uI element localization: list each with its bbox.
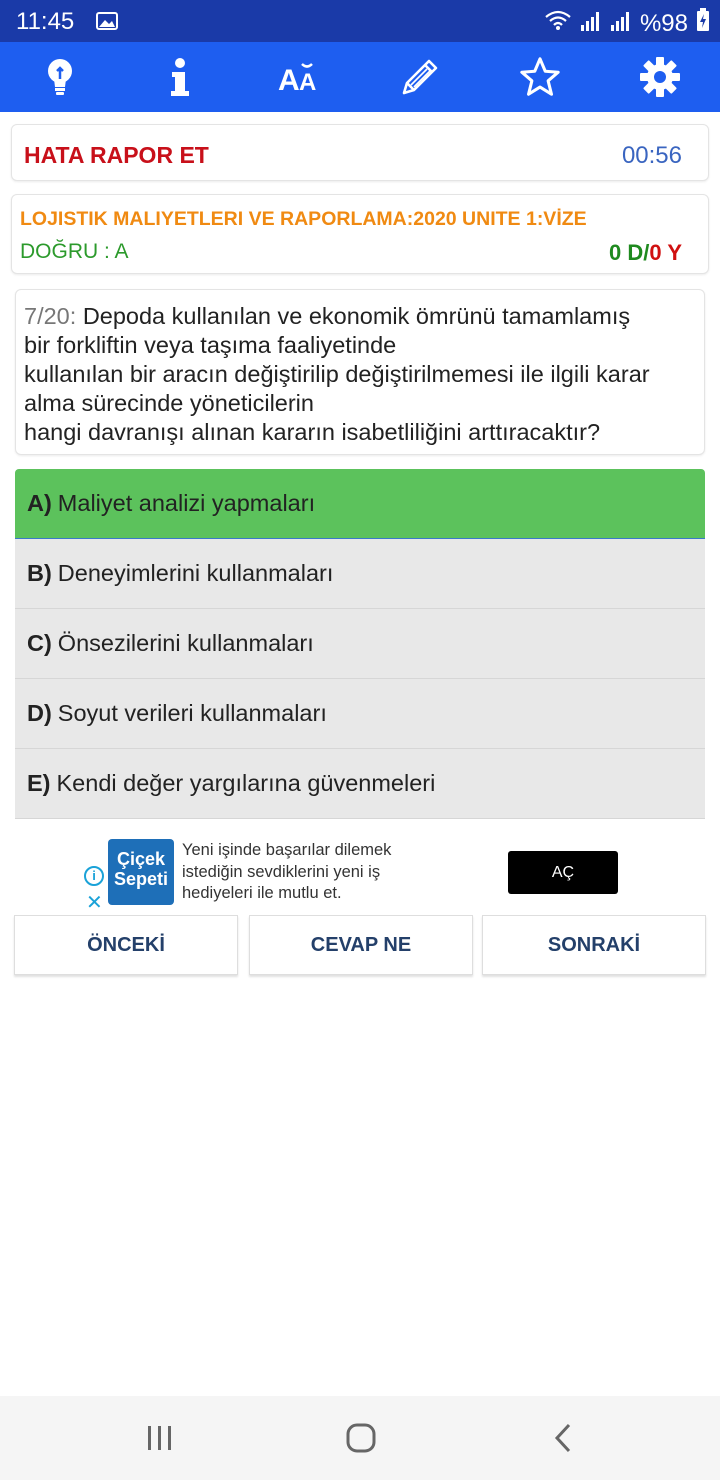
option-e[interactable] bbox=[15, 749, 705, 819]
option-text: Kendi değer yargılarına güvenmeleri bbox=[56, 770, 436, 796]
recent-apps-icon[interactable] bbox=[140, 1418, 180, 1458]
options-list bbox=[15, 469, 705, 819]
ad-info-icon[interactable]: i bbox=[84, 866, 104, 886]
system-nav-bar bbox=[0, 1396, 720, 1480]
score-wrong: 0 Y bbox=[649, 240, 682, 265]
option-a[interactable] bbox=[15, 469, 705, 539]
ad-open-button[interactable]: AÇ bbox=[508, 851, 618, 894]
wifi-icon bbox=[544, 9, 572, 38]
gear-icon[interactable] bbox=[638, 55, 682, 99]
question-nav bbox=[0, 915, 720, 977]
report-card bbox=[11, 124, 709, 181]
course-title: LOJISTIK MALIYETLERI VE RAPORLAMA:2020 UNITE 1:VİZE bbox=[20, 208, 587, 230]
option-b[interactable] bbox=[15, 539, 705, 609]
status-right bbox=[544, 8, 710, 39]
course-info-card bbox=[11, 194, 709, 274]
option-letter: E) bbox=[27, 770, 51, 796]
timer: 00:56 bbox=[621, 142, 682, 169]
question-text bbox=[24, 302, 696, 447]
option-letter: D) bbox=[27, 700, 52, 726]
ad-text-line: hediyeleri ile mutlu et. bbox=[182, 884, 342, 902]
question-line: alma sürecinde yöneticilerin bbox=[24, 390, 314, 416]
score bbox=[609, 240, 682, 266]
toolbar bbox=[0, 42, 720, 112]
home-icon[interactable] bbox=[341, 1418, 381, 1458]
ad-text bbox=[182, 840, 391, 905]
status-time: 11:45 bbox=[16, 8, 75, 35]
font-size-icon[interactable] bbox=[278, 55, 322, 99]
status-bar bbox=[0, 0, 720, 42]
ad-close-icon[interactable]: ✕ bbox=[86, 892, 103, 914]
option-text: Maliyet analizi yapmaları bbox=[57, 490, 316, 516]
ad-text-line: Yeni işinde başarılar dilemek bbox=[182, 841, 392, 859]
score-separator: / bbox=[643, 240, 650, 265]
next-button[interactable]: SONRAKİ bbox=[482, 915, 706, 975]
signal-icon bbox=[580, 10, 602, 38]
ad-logo-line1: Çiçek bbox=[116, 849, 166, 869]
correct-answer-label: DOĞRU : A bbox=[20, 240, 129, 263]
report-error-button[interactable]: HATA RAPOR ET bbox=[24, 142, 209, 168]
battery-icon bbox=[696, 8, 710, 39]
score-correct: 0 D bbox=[609, 240, 644, 265]
option-text: Soyut verileri kullanmaları bbox=[57, 700, 327, 726]
option-c[interactable] bbox=[15, 609, 705, 679]
info-icon[interactable] bbox=[158, 55, 202, 99]
signal-icon-2 bbox=[610, 10, 632, 38]
previous-button[interactable]: ÖNCEKİ bbox=[14, 915, 238, 975]
question-line: kullanılan bir aracın değiştirilip değiştirilmemesi ile ilgili karar bbox=[24, 361, 650, 387]
question-line: bir forkliftin veya taşıma faaliyetinde bbox=[24, 332, 397, 358]
option-text: Deneyimlerini kullanmaları bbox=[57, 560, 334, 586]
svg-text:A: A bbox=[299, 69, 317, 94]
option-letter: A) bbox=[27, 490, 52, 516]
gallery-icon bbox=[96, 12, 118, 35]
star-icon[interactable] bbox=[518, 55, 562, 99]
question-line: Depoda kullanılan ve ekonomik ömrünü tamamlamış bbox=[82, 303, 631, 329]
ad-logo bbox=[108, 839, 174, 905]
lightbulb-icon[interactable] bbox=[38, 55, 82, 99]
back-icon[interactable] bbox=[543, 1418, 583, 1458]
question-number: 7/20: bbox=[24, 303, 77, 329]
option-letter: C) bbox=[27, 630, 52, 656]
pencil-icon[interactable] bbox=[398, 55, 442, 99]
show-answer-button[interactable]: CEVAP NE bbox=[249, 915, 473, 975]
option-d[interactable] bbox=[15, 679, 705, 749]
option-text: Önsezilerini kullanmaları bbox=[57, 630, 314, 656]
svg-text:A: A bbox=[278, 64, 300, 94]
ad-text-line: istediğin sevdiklerini yeni iş bbox=[182, 862, 381, 881]
question-line: hangi davranışı alınan kararın isabetliliğini arttıracaktır? bbox=[24, 419, 601, 445]
question-card bbox=[15, 289, 705, 455]
ad-banner bbox=[0, 832, 720, 912]
option-letter: B) bbox=[27, 560, 52, 586]
ad-logo-line2: Sepeti bbox=[113, 869, 169, 889]
battery-text: %98 bbox=[639, 9, 688, 37]
